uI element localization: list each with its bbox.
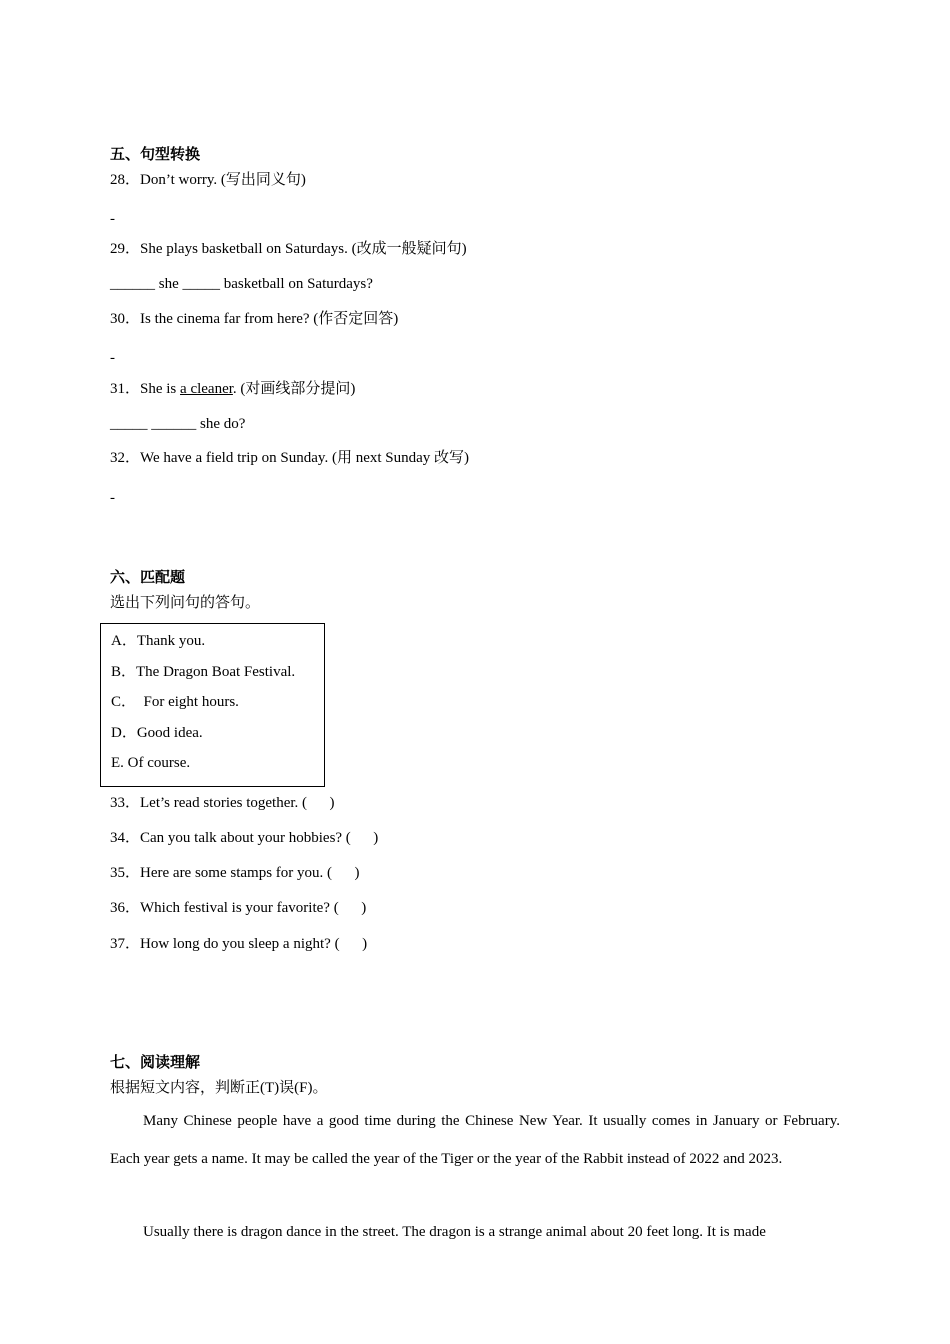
question-31: [110, 379, 355, 399]
question-34: [110, 828, 378, 848]
question-number: 35．: [110, 865, 141, 881]
blank: _____: [110, 416, 148, 432]
question-number: 36．: [110, 900, 141, 916]
question-number: 34．: [110, 830, 141, 846]
question-text: Can you talk about your hobbies? ( ): [140, 830, 379, 846]
question-29: [110, 239, 467, 259]
answer-text: basketball on Saturdays?: [220, 276, 373, 292]
reading-paragraph-2: Usually there is dragon dance in the street. The dragon is a strange animal about 20 feet long. It is made: [143, 1224, 766, 1240]
question-number: 30．: [110, 311, 141, 327]
question-text: She plays basketball on Saturdays. (改成一般疑问句): [140, 241, 467, 257]
section-6-instruction: 选出下列问句的答句。: [110, 595, 261, 611]
question-text: We have a field trip on Sunday. (用 next Sunday 改写): [140, 450, 470, 466]
question-number: 29．: [110, 241, 141, 257]
answer-line-32: -: [110, 490, 115, 506]
answer-text: she do?: [196, 416, 246, 432]
question-text: . (对画线部分提问): [232, 381, 356, 397]
question-text: Is the cinema far from here? (作否定回答): [140, 311, 399, 327]
options-box: [100, 623, 325, 787]
question-28: [110, 170, 306, 190]
option-d: D．Good idea.: [111, 725, 203, 741]
question-number: 28．: [110, 172, 141, 188]
answer-line-29: [110, 274, 373, 294]
question-number: 37．: [110, 936, 141, 952]
underlined-phrase: a cleaner: [180, 381, 233, 397]
blank: ______: [110, 276, 155, 292]
blank: _____: [182, 276, 220, 292]
option-b: B．The Dragon Boat Festival.: [111, 664, 296, 680]
section-5-heading: 五、句型转换: [110, 147, 201, 163]
answer-line-30: -: [110, 350, 115, 366]
option-c: C． For eight hours.: [111, 694, 239, 710]
section-7-instruction: 根据短文内容，判断正(T)误(F)。: [110, 1080, 328, 1096]
question-36: [110, 898, 366, 918]
question-number: 31．: [110, 381, 141, 397]
question-text: Let’s read stories together. ( ): [140, 795, 335, 811]
question-text: Here are some stamps for you. ( ): [140, 865, 360, 881]
answer-line-31: [110, 414, 245, 434]
answer-line-28: -: [110, 211, 115, 227]
question-text: Don’t worry. (写出同义句): [140, 172, 306, 188]
question-37: [110, 934, 367, 954]
section-7-heading: 七、阅读理解: [110, 1055, 201, 1071]
answer-text: she: [155, 276, 183, 292]
blank: ______: [151, 416, 197, 432]
question-text: She is: [140, 381, 181, 397]
question-text: How long do you sleep a night? ( ): [140, 936, 368, 952]
question-35: [110, 863, 360, 883]
reading-paragraph-1: Many Chinese people have a good time during the Chinese New Year. It usually comes in January or February. Each year gets a name. It may be called the year of the Tiger or the year of the Rabbit instead of 2022 and 2023.: [110, 1113, 840, 1167]
option-e: E. Of course.: [111, 755, 191, 771]
question-text: Which festival is your favorite? ( ): [140, 900, 367, 916]
question-number: 33．: [110, 795, 141, 811]
question-33: [110, 793, 335, 813]
question-number: 32．: [110, 450, 141, 466]
option-a: A．Thank you.: [111, 633, 206, 649]
question-32: [110, 448, 469, 468]
section-6-heading: 六、匹配题: [110, 570, 186, 586]
question-30: [110, 309, 398, 329]
